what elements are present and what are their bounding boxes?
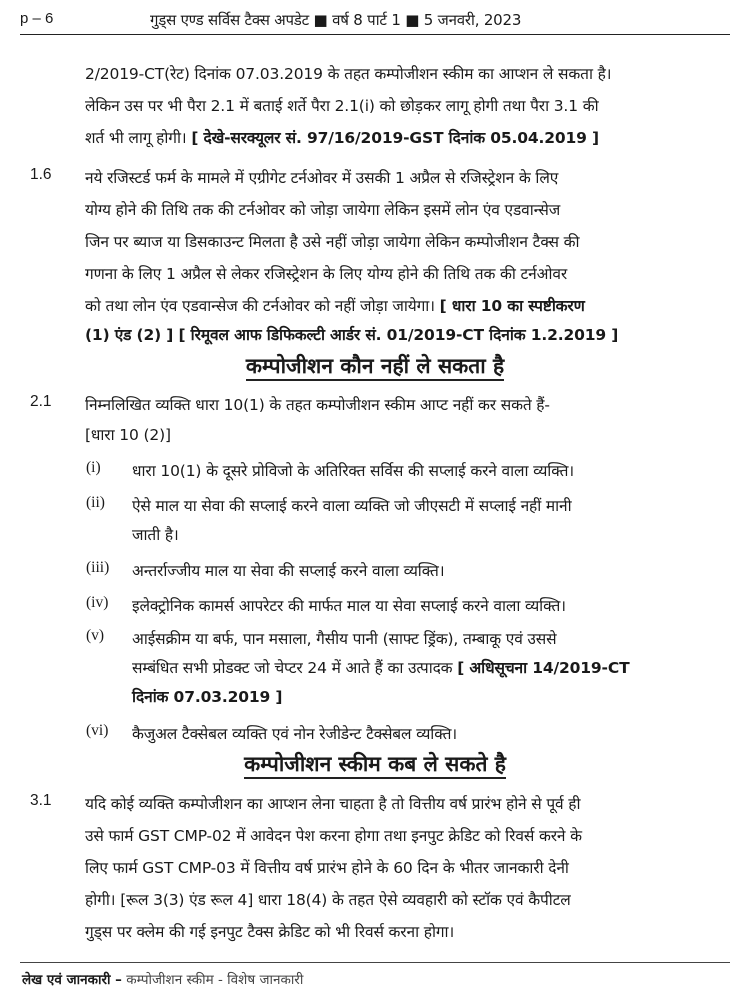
item-text	[132, 656, 630, 678]
text-line	[85, 126, 599, 148]
text-line: उसे फार्म GST CMP-02 में आवेदन पेश करना होगा तथा इनपुट क्रेडिट को रिवर्स करने के	[85, 827, 582, 845]
item-label: (iii)	[86, 559, 110, 576]
publication-title: गुड्स एण्ड सर्विस टैक्स अपडेट ■ वर्ष 8 पार्ट 1 ■ 5 जनवरी, 2023	[150, 11, 522, 29]
heading-text: कम्पोजीशन कौन नहीं ले सकता है	[246, 354, 504, 381]
item-label: (i)	[86, 459, 101, 476]
item-text: आईसक्रीम या बर्फ, पान मसाला, गैसीय पानी (साफ्ट ड्रिंक), तम्बाकू एवं उससे	[132, 630, 557, 648]
text-line: 2/2019-CT(रेट) दिनांक 07.03.2019 के तहत कम्पोजीशन स्कीम का आप्शन ले सकता है।	[85, 65, 612, 83]
text-line: जिन पर ब्याज या डिसकाउन्ट मिलता है उसे नहीं जोड़ा जायेगा लेकिन कम्पोजीशन टैक्स की	[85, 233, 580, 251]
text-line	[85, 323, 618, 345]
item-text: ऐसे माल या सेवा की सप्लाई करने वाला व्यक्ति जो जीएसटी में सप्लाई नहीं मानी	[132, 497, 572, 515]
text-line: होगी। [रूल 3(3) एंड रूल 4] धारा 18(4) के तहत ऐसे व्यवहारी को स्टॉक एवं कैपीटल	[85, 891, 571, 909]
page-number: p – 6	[20, 10, 54, 27]
item-text: धारा 10(1) के दूसरे प्रोविजो के अतिरिक्त सर्विस की सप्लाई करने वाला व्यक्ति।	[132, 462, 575, 480]
item-text: अन्तर्राज्जीय माल या सेवा की सप्लाई करने वाला व्यक्ति।	[132, 562, 445, 580]
text-line: गुड्स पर क्लेम की गई इनपुट टैक्स क्रेडिट को भी रिवर्स करना होगा।	[85, 923, 455, 941]
text-line: नये रजिस्टर्ड फर्म के मामले में एग्रीगेट टर्नओवर में उसकी 1 अप्रैल से रजिस्ट्रेशन के लिए	[85, 169, 559, 187]
paragraph-number: 2.1	[30, 393, 52, 410]
circular-reference: [ देखे-सरक्यूलर सं. 97/16/2019-GST दिनांक 05.04.2019 ]	[191, 129, 599, 147]
item-label: (ii)	[86, 494, 105, 511]
paragraph-number: 3.1	[30, 792, 52, 809]
footer-section: लेख एवं जानकारी –	[22, 972, 122, 988]
item-label: (v)	[86, 627, 105, 644]
text-fragment: सम्बंधित सभी प्रोडक्ट जो चेप्टर 24 में आते हैं का उत्पादक	[132, 659, 453, 677]
item-text: कैजुअल टैक्सेबल व्यक्ति एवं नोन रेजीडेन्ट टैक्सेबल व्यक्ति।	[132, 725, 458, 743]
footer-divider	[20, 962, 730, 963]
text-line: गणना के लिए 1 अप्रैल से लेकर रजिस्ट्रेशन के लिए योग्य होने की तिथि तक की टर्नओवर	[85, 265, 568, 283]
text-line: [धारा 10 (2)]	[85, 426, 171, 444]
text-line: निम्नलिखित व्यक्ति धारा 10(1) के तहत कम्पोजीशन स्कीम आप्ट नहीं कर सकते हैं-	[85, 396, 550, 414]
heading-text: कम्पोजीशन स्कीम कब ले सकते है	[244, 752, 506, 779]
order-reference: (1) एंड (2) ] [ रिमूवल आफ डिफिकल्टी आर्डर सं. 01/2019-CT दिनांक 1.2.2019 ]	[85, 326, 619, 344]
text-fragment: को तथा लोन एंव एडवान्सेज की टर्नओवर को नहीं जोड़ा जायेगा।	[85, 297, 435, 315]
notification-date: दिनांक 07.03.2019 ]	[132, 688, 283, 706]
page-header	[20, 4, 730, 35]
text-line: लेकिन उस पर भी पैरा 2.1 में बताई शर्ते पैरा 2.1(i) को छोड़कर लागू होगी तथा पैरा 3.1 की	[85, 97, 599, 115]
item-text: इलेक्ट्रोनिक कामर्स आपरेटर की मार्फत माल या सेवा सप्लाई करने वाला व्यक्ति।	[132, 597, 566, 615]
text-fragment: शर्त भी लागू होगी।	[85, 129, 187, 147]
footer-topic: कम्पोजीशन स्कीम - विशेष जानकारी	[126, 972, 304, 988]
section-heading	[0, 352, 750, 380]
text-line: योग्य होने की तिथि तक की टर्नओवर को जोड़ा जायेगा लेकिन इसमें लोन एंव एडवान्सेज	[85, 201, 561, 219]
text-line: लिए फार्म GST CMP-03 में वित्तीय वर्ष प्रारंभ होने के 60 दिन के भीतर जानकारी देनी	[85, 859, 569, 877]
item-text: जाती है।	[132, 526, 179, 544]
paragraph-number: 1.6	[30, 166, 52, 183]
section-heading	[0, 750, 750, 778]
item-label: (vi)	[86, 722, 109, 739]
text-line: यदि कोई व्यक्ति कम्पोजीशन का आप्शन लेना चाहता है तो वित्तीय वर्ष प्रारंभ होने से पूर्व ही	[85, 795, 581, 813]
page-footer	[22, 970, 303, 988]
text-line	[85, 294, 585, 316]
item-text	[132, 685, 282, 707]
notification-reference: [ अधिसूचना 14/2019-CT	[457, 659, 630, 677]
section-reference: [ धारा 10 का स्पष्टीकरण	[439, 297, 585, 315]
item-label: (iv)	[86, 594, 109, 611]
